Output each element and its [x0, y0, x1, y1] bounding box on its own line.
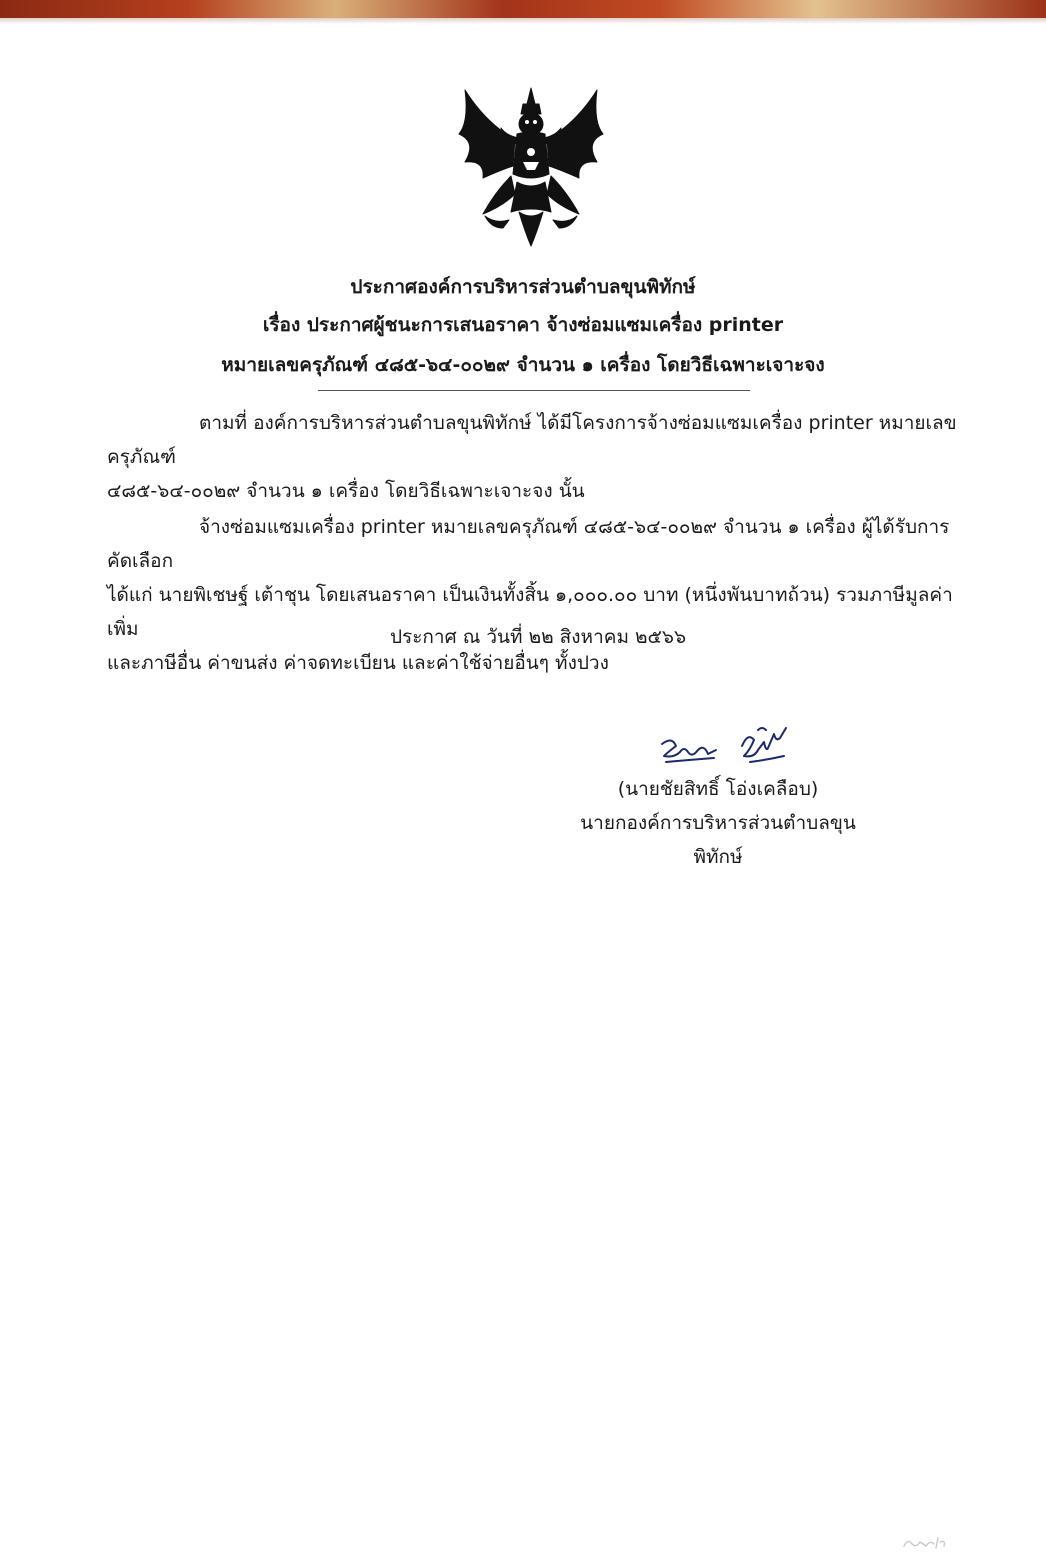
handwritten-signature [658, 722, 794, 772]
heading-divider [318, 390, 750, 391]
paragraph-1-line-1: ตามที่ องค์การบริหารส่วนตำบลขุนพิทักษ์ ได้มีโครงการจ้างซ่อมแซมเครื่อง printer หมายเลขครุภัณฑ์ [107, 412, 957, 468]
paragraph-2-line-1: จ้างซ่อมแซมเครื่อง printer หมายเลขครุภัณฑ์ ๔๘๕-๖๔-๐๐๒๙ จำนวน ๑ เครื่อง ผู้ได้รับการคัดเลือก [107, 516, 950, 572]
paragraph-2-line-3: และภาษีอื่น ค่าขนส่ง ค่าจดทะเบียน และค่าใช้จ่ายอื่นๆ ทั้งปวง [107, 652, 609, 674]
paragraph-1 [107, 406, 973, 508]
pencil-mark [900, 1532, 960, 1552]
document-subject: เรื่อง ประกาศผู้ชนะการเสนอราคา จ้างซ่อมแซมเครื่อง printer [262, 314, 784, 336]
paragraph-1-line-2: ๔๘๕-๖๔-๐๐๒๙ จำนวน ๑ เครื่อง โดยวิธีเฉพาะเจาะจง นั้น [107, 480, 585, 502]
paragraph-2 [107, 510, 973, 680]
scan-top-edge [0, 0, 1046, 18]
signer-name: (นายชัยสิทธิ์ โอ่งเคลือบ) [617, 778, 819, 800]
document-subject-detail: หมายเลขครุภัณฑ์ ๔๘๕-๖๔-๐๐๒๙ จำนวน ๑ เครื่อง โดยวิธีเฉพาะเจาะจง [221, 354, 825, 376]
announcement-date: ประกาศ ณ วันที่ ๒๒ สิงหาคม ๒๕๖๖ [389, 626, 687, 648]
paragraph-2-line-2: ได้แก่ นายพิเชษฐ์ เต้าชุน โดยเสนอราคา เป็นเงินทั้งสิ้น ๑,๐๐๐.๐๐ บาท (หนึ่งพันบาทถ้วน) รวมภาษีมูลค่าเพิ่ม [107, 584, 953, 640]
garuda-emblem-icon [455, 82, 607, 248]
signer-position: นายกองค์การบริหารส่วนตำบลขุนพิทักษ์ [580, 812, 856, 868]
document-title: ประกาศองค์การบริหารส่วนตำบลขุนพิทักษ์ [350, 276, 696, 298]
